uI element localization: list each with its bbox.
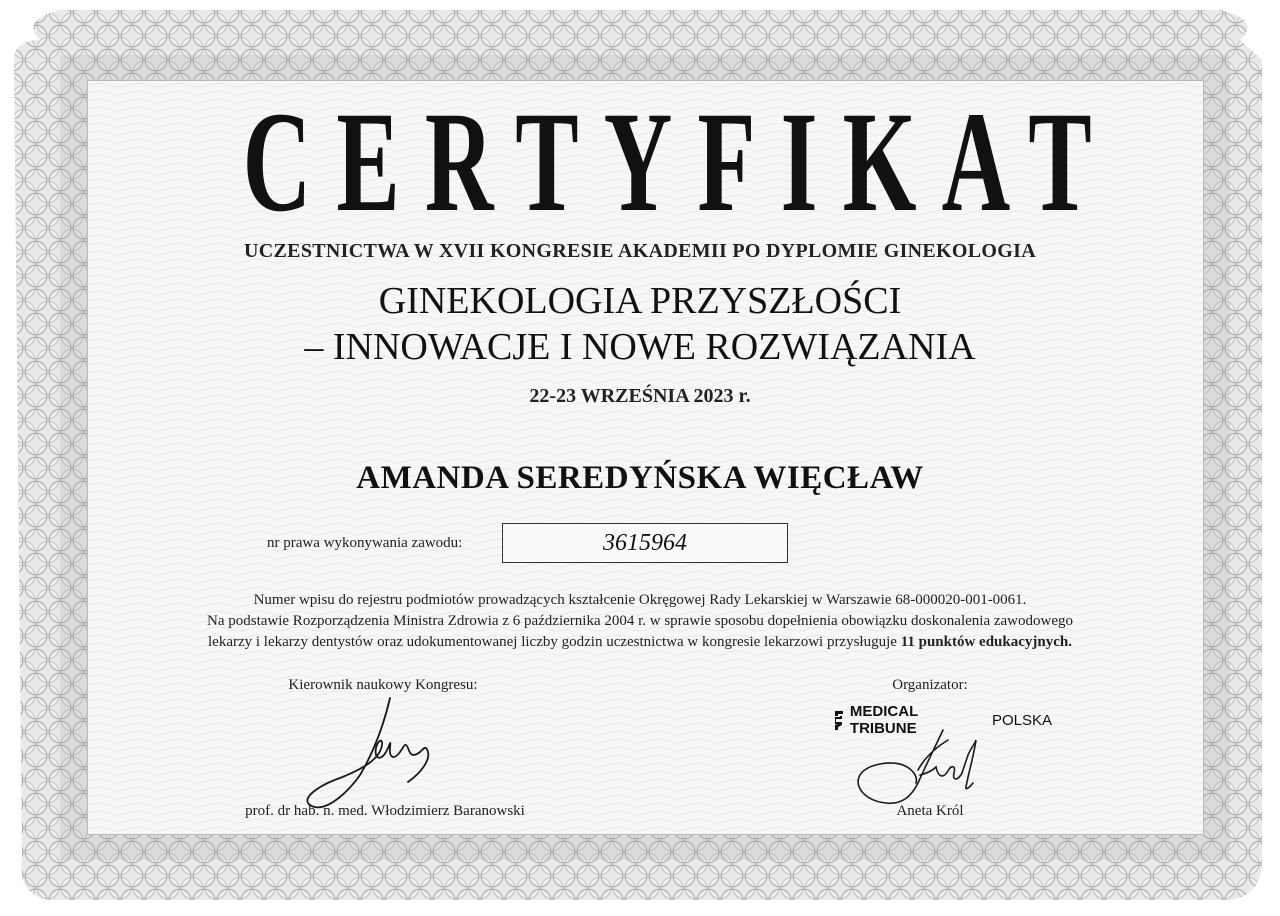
license-label: nr prawa wykonywania zawodu: [267,535,463,551]
right-signature [848,725,1008,810]
logo-brand-text: MEDICAL TRIBUNE [849,703,918,737]
event-date: 22-23 WRZEŚNIA 2023 r. [529,385,751,407]
certificate-info-text [0,590,1280,653]
event-title-line1: GINEKOLOGIA PRZYSZŁOŚCI [378,280,902,322]
event-title-line2: – INNOWACJE I NOWE ROZWIĄZANIA [304,326,976,368]
certificate-subtitle: UCZESTNICTWA W XVII KONGRESIE AKADEMII PO DYPLOMIE GINEKOLOGIA [244,240,1036,262]
info-line1: Numer wpisu do rejestru podmiotów prowadzących kształcenie Okręgowej Rady Lekarskiej w Warszawie 68-000020-001-0061. [253,592,1027,608]
info-line3-text: lekarzy i lekarzy dentystów oraz udokumentowanej liczby godzin uczestnictwa w kongresie lekarzowi przysługuje [208,634,897,650]
info-line3 [0,632,1280,653]
event-title [0,278,1280,370]
organizer-label: Organizator: [892,677,968,693]
organizer-name: Aneta Król [896,803,964,819]
education-points: 11 punktów edukacyjnych. [900,634,1072,650]
left-signature [290,690,450,815]
scientific-director-name: prof. dr hab. n. med. Włodzimierz Baranowski [245,803,525,819]
info-line2: Na podstawie Rozporządzenia Ministra Zdrowia z 6 października 2004 r. w sprawie sposobu dopełnienia obowiązku doskonalenia zawodowego [207,613,1073,629]
participant-name: AMANDA SEREDYŃSKA WIĘCŁAW [356,460,924,496]
certificate-title: CERTYFIKAT [242,83,1117,242]
logo-suffix-text: POLSKA [991,711,1052,729]
medical-tribune-logo-icon [832,709,846,731]
scientific-director-label: Kierownik naukowy Kongresu: [288,677,478,693]
license-number: 3615964 [603,530,687,556]
